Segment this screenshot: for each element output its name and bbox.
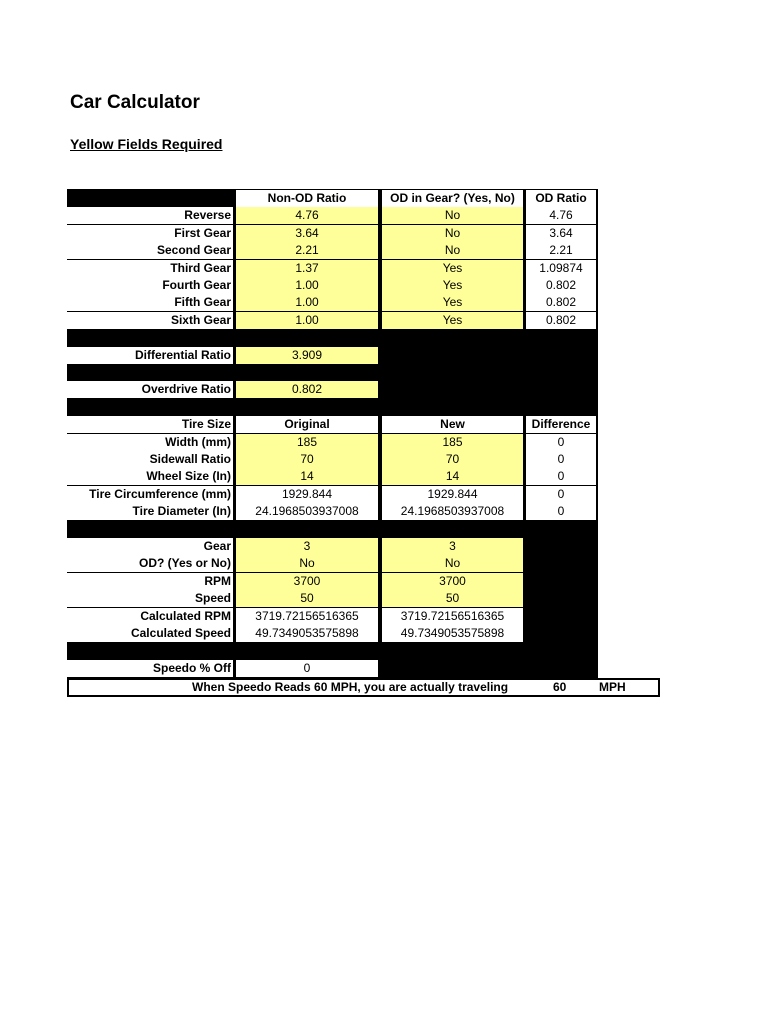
header-difference: Difference	[526, 416, 596, 433]
speed-original-value[interactable]: 50	[236, 590, 378, 607]
tire-original-value[interactable]: 70	[236, 451, 378, 468]
tire-label: Tire Diameter (In)	[67, 503, 233, 520]
tire-new-value[interactable]: 185	[382, 434, 523, 451]
gear-od-ratio: 1.09874	[526, 260, 596, 277]
tire-new-value[interactable]: 70	[382, 451, 523, 468]
gear-label: Fourth Gear	[67, 277, 233, 294]
tire-new-value: 24.1968503937008	[382, 503, 523, 520]
gear-ratio-input[interactable]: 1.37	[236, 260, 378, 277]
gear-od-input[interactable]: Yes	[382, 260, 523, 277]
gear-ratio-input[interactable]: 1.00	[236, 277, 378, 294]
gear-label: Fifth Gear	[67, 294, 233, 311]
gear-od-input[interactable]: Yes	[382, 312, 523, 329]
header-od-ratio: OD Ratio	[526, 190, 596, 207]
gear-label: Reverse	[67, 207, 233, 224]
speed-original-value: 3719.72156516365	[236, 608, 378, 625]
overdrive-input[interactable]: 0.802	[236, 381, 378, 398]
speedo-value: 0	[236, 660, 378, 677]
gear-od-ratio: 4.76	[526, 207, 596, 224]
tire-difference-value: 0	[526, 451, 596, 468]
gear-ratio-input[interactable]: 1.00	[236, 312, 378, 329]
speed-label: OD? (Yes or No)	[67, 555, 233, 572]
speed-new-value[interactable]: 3700	[382, 573, 523, 590]
gear-od-ratio: 0.802	[526, 277, 596, 294]
speed-original-value: 49.7349053575898	[236, 625, 378, 642]
tire-difference-value: 0	[526, 486, 596, 503]
header-tire-size: Tire Size	[67, 416, 233, 433]
differential-label: Differential Ratio	[67, 347, 233, 364]
header-original: Original	[236, 416, 378, 433]
footer-value: 60	[553, 680, 567, 694]
footer-text: When Speedo Reads 60 MPH, you are actually traveling	[192, 680, 509, 694]
tire-original-value[interactable]: 185	[236, 434, 378, 451]
tire-new-value[interactable]: 14	[382, 468, 523, 485]
gear-od-input[interactable]: No	[382, 207, 523, 224]
tire-label: Sidewall Ratio	[67, 451, 233, 468]
tire-label: Tire Circumference (mm)	[67, 486, 233, 503]
gear-od-ratio: 2.21	[526, 242, 596, 259]
calculator-sheet	[67, 189, 598, 678]
tire-difference-value: 0	[526, 503, 596, 520]
footer-unit: MPH	[599, 680, 626, 694]
speedo-label: Speedo % Off	[67, 660, 233, 677]
header-new: New	[382, 416, 523, 433]
header-non-od-ratio: Non-OD Ratio	[236, 190, 378, 207]
page-subtitle: Yellow Fields Required	[70, 136, 223, 152]
gear-ratio-input[interactable]: 3.64	[236, 225, 378, 242]
gear-label: Sixth Gear	[67, 312, 233, 329]
tire-original-value: 1929.844	[236, 486, 378, 503]
gear-label: Third Gear	[67, 260, 233, 277]
page-title: Car Calculator	[70, 92, 200, 113]
gear-od-input[interactable]: Yes	[382, 294, 523, 311]
tire-original-value: 24.1968503937008	[236, 503, 378, 520]
differential-input[interactable]: 3.909	[236, 347, 378, 364]
speed-label: Calculated Speed	[67, 625, 233, 642]
header-od-in-gear: OD in Gear? (Yes, No)	[382, 190, 523, 207]
speedo-footer	[67, 678, 660, 697]
speed-label: RPM	[67, 573, 233, 590]
tire-original-value[interactable]: 14	[236, 468, 378, 485]
gear-ratio-input[interactable]: 2.21	[236, 242, 378, 259]
speed-new-value: 3719.72156516365	[382, 608, 523, 625]
gear-ratio-input[interactable]: 1.00	[236, 294, 378, 311]
speed-original-value[interactable]: 3	[236, 538, 378, 555]
speed-new-value[interactable]: No	[382, 555, 523, 572]
gear-label: Second Gear	[67, 242, 233, 259]
speed-new-value[interactable]: 50	[382, 590, 523, 607]
tire-difference-value: 0	[526, 434, 596, 451]
gear-od-ratio: 0.802	[526, 312, 596, 329]
gear-od-ratio: 3.64	[526, 225, 596, 242]
gear-od-input[interactable]: No	[382, 242, 523, 259]
speed-label: Calculated RPM	[67, 608, 233, 625]
speed-label: Speed	[67, 590, 233, 607]
gear-label: First Gear	[67, 225, 233, 242]
speed-new-value: 49.7349053575898	[382, 625, 523, 642]
speed-original-value[interactable]: 3700	[236, 573, 378, 590]
speed-new-value[interactable]: 3	[382, 538, 523, 555]
gear-ratio-input[interactable]: 4.76	[236, 207, 378, 224]
speed-label: Gear	[67, 538, 233, 555]
overdrive-label: Overdrive Ratio	[67, 381, 233, 398]
gear-od-input[interactable]: No	[382, 225, 523, 242]
gear-od-input[interactable]: Yes	[382, 277, 523, 294]
tire-new-value: 1929.844	[382, 486, 523, 503]
speed-original-value[interactable]: No	[236, 555, 378, 572]
tire-difference-value: 0	[526, 468, 596, 485]
tire-label: Wheel Size (In)	[67, 468, 233, 485]
gear-od-ratio: 0.802	[526, 294, 596, 311]
tire-label: Width (mm)	[67, 434, 233, 451]
